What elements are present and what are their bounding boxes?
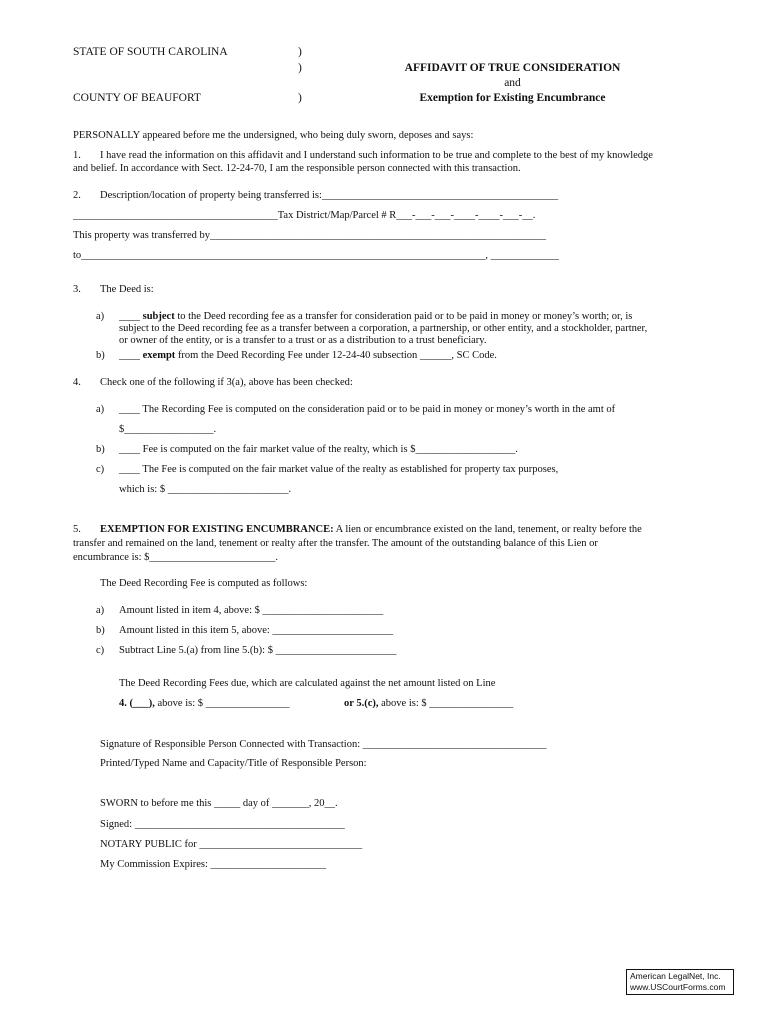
footer-line1: American LegalNet, Inc.	[630, 971, 721, 981]
state-label: STATE OF SOUTH CAROLINA	[73, 46, 228, 58]
printed-name-label: Printed/Typed Name and Capacity/Title of Responsible Person:	[100, 758, 367, 769]
item4c-amount-field[interactable]: which is: $ _______________________.	[119, 484, 292, 495]
item1-num: 1.	[73, 150, 81, 161]
item3-heading: The Deed is:	[100, 284, 154, 295]
item3a-checkbox-blank[interactable]: ____	[119, 311, 140, 322]
affidavit-title: AFFIDAVIT OF TRUE CONSIDERATION	[404, 62, 621, 74]
item5b-label: b)	[96, 625, 105, 636]
sworn-date-field[interactable]: SWORN to before me this _____ day of _______, 20__.	[100, 798, 338, 809]
item5a-amount-field[interactable]: Amount listed in item 4, above: $ _______________________	[119, 605, 384, 616]
item4c-text[interactable]: ____ The Fee is computed on the fair market value of the realty as established for property tax purposes,	[119, 464, 559, 475]
item3a-line3: or owner of the entity, or is a transfer to a trust or as a distribution to a trust beneficiary.	[119, 335, 487, 346]
item1-line2: and belief. In accordance with Sect. 12-24-70, I am the responsible person connected with this transaction.	[73, 163, 521, 174]
title-and: and	[504, 77, 521, 89]
signed-field[interactable]: Signed: ________________________________________	[100, 819, 345, 830]
item5-computed-heading: The Deed Recording Fee is computed as follows:	[100, 578, 308, 589]
item2-num: 2.	[73, 190, 81, 201]
item5-text: EXEMPTION FOR EXISTING ENCUMBRANCE: A lien or encumbrance existed on the land, tenement, or realty before the	[100, 524, 642, 535]
paren-1: )	[298, 46, 302, 58]
item4b-text[interactable]: ____ Fee is computed on the fair market value of the realty, which is $___________________.	[119, 444, 518, 455]
property-description-field[interactable]: Description/location of property being transferred is:_____________________________________________	[100, 190, 559, 201]
item4b-label: b)	[96, 444, 105, 455]
responsible-signature-field[interactable]: Signature of Responsible Person Connected with Transaction: ___________________________________	[100, 739, 547, 750]
paren-2: )	[298, 62, 302, 74]
footer-line2: www.USCourtForms.com	[630, 982, 726, 992]
tax-parcel-field[interactable]: _______________________________________Tax District/Map/Parcel # R___-___-___-____-____-___-__.	[73, 210, 536, 221]
item4a-label: a)	[96, 404, 105, 415]
affidavit-subtitle: Exemption for Existing Encumbrance	[419, 92, 606, 104]
item3b-checkbox-blank[interactable]: ____	[119, 350, 140, 361]
county-label: COUNTY OF BEAUFORT	[73, 92, 201, 104]
fees-due-line5c-field[interactable]: or 5.(c), above is: $ ________________	[344, 698, 514, 709]
item4a-text[interactable]: ____ The Recording Fee is computed on the consideration paid or to be paid in money or money’s worth in the amt of	[119, 404, 616, 415]
item5-balance-field[interactable]: encumbrance is: $________________________.	[73, 552, 279, 563]
transferred-by-field[interactable]: This property was transferred by________________________________________________________________	[73, 230, 547, 241]
fees-due-line4-field[interactable]: 4. (___), above is: $ ________________	[119, 698, 290, 709]
item5-line2: transfer and remained on the land, tenement or realty after the transfer. The amount of the outstanding balance of this Lien or	[73, 538, 598, 549]
item3a-text: ____ subject to the Deed recording fee as a transfer for consideration paid or to be paid in money or money’s worth; or, is	[119, 311, 633, 322]
item4-heading: Check one of the following if 3(a), above has been checked:	[100, 377, 353, 388]
item4-num: 4.	[73, 377, 81, 388]
paren-3: )	[298, 92, 302, 104]
footer-credit	[626, 969, 734, 995]
item3a-label: a)	[96, 311, 105, 322]
item1-line1: I have read the information on this affidavit and I understand such information to be true and complete to the best of my knowledge	[100, 150, 653, 161]
item5-num: 5.	[73, 524, 81, 535]
item3-num: 3.	[73, 284, 81, 295]
item5c-amount-field[interactable]: Subtract Line 5.(a) from line 5.(b): $ _______________________	[119, 645, 397, 656]
commission-expires-field[interactable]: My Commission Expires: ______________________	[100, 859, 327, 870]
item3b-text: ____ exempt from the Deed Recording Fee under 12-24-40 subsection ______, SC Code.	[119, 350, 497, 361]
item3b-label: b)	[96, 350, 105, 361]
item5c-label: c)	[96, 645, 105, 656]
transferred-to-field[interactable]: to_____________________________________________________________________________, _____________	[73, 250, 559, 261]
intro-text: PERSONALLY appeared before me the undersigned, who being duly sworn, deposes and says:	[73, 130, 474, 141]
item3a-line2: subject to the Deed recording fee as a transfer between a corporation, a partnership, or other entity, and a stockholder, partner,	[119, 323, 648, 334]
item4c-label: c)	[96, 464, 105, 475]
item4a-amount-field[interactable]: $_________________.	[119, 424, 217, 435]
notary-public-field[interactable]: NOTARY PUBLIC for _______________________________	[100, 839, 363, 850]
item5b-amount-field[interactable]: Amount listed in this item 5, above: _______________________	[119, 625, 394, 636]
fees-due-text: The Deed Recording Fees due, which are calculated against the net amount listed on Line	[119, 678, 496, 689]
item5a-label: a)	[96, 605, 105, 616]
